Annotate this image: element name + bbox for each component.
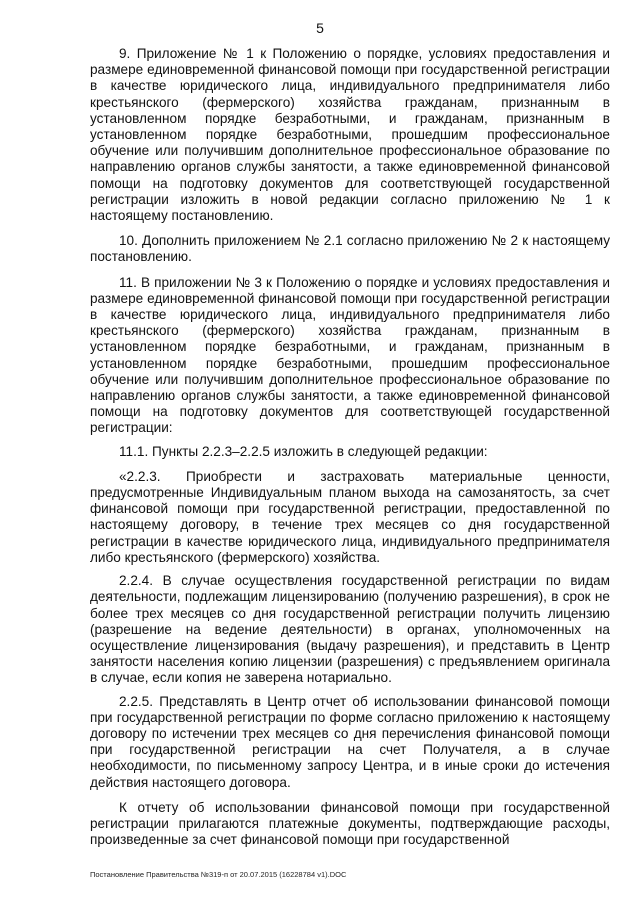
paragraph-clause-2-2-3: «2.2.3. Приобрести и застраховать материальные ценности, предусмотренные Индивидуальным планом выхода на самозанятость, за счет финансовой помощи при государственной регистрации, предоставленной по настоящему договору, в течение трех месяцев со дня государственной регистрации в качестве юридического лица, индивидуального предпринимателя либо крестьянского (фермерского) хозяйства. — [90, 468, 610, 565]
page-number: 5 — [316, 20, 324, 36]
document-body — [90, 46, 610, 857]
paragraph-clause-2-2-5: 2.2.5. Представлять в Центр отчет об использовании финансовой помощи при государственной регистрации по форме согласно приложению к настоящему договору по истечении трех месяцев со дня перечисления финансовой помощи при государственной регистрации на счет Получателя, а в случае необходимости, по письменному запросу Центра, и в иные сроки до истечения действия настоящего договора. — [90, 693, 610, 790]
paragraph-item-11: 11. В приложении № 3 к Положению о порядке и условиях предоставления и размере единовременной финансовой помощи при государственной регистрации в качестве юридического лица, индивидуального предпринимателя либо крестьянского (фермерского) хозяйства гражданам, признанным в установленном порядке безработными, и гражданам, признанным в установленном порядке безработными, прошедшим профессиональное обучение или получившим дополнительное профессиональное образование по направлению органов службы занятости, а также единовременной финансовой помощи на подготовку документов для соответствующей государственной регистрации: — [90, 274, 610, 436]
document-footer: Постановление Правительства №319-п от 20.07.2015 (16228784 v1).DOC — [90, 870, 347, 879]
paragraph-subitem-11-1: 11.1. Пункты 2.2.3–2.2.5 изложить в следующей редакции: — [119, 443, 488, 459]
paragraph-clause-2-2-4: 2.2.4. В случае осуществления государственной регистрации по видам деятельности, подлежащим лицензированию (получению разрешения), в срок не более трех месяцев со дня государственной регистрации получить лицензию (разрешение на ведение деятельности) в органах, уполномоченных на осуществление лицензирования (выдачу разрешения), и представить в Центр занятости населения копию лицензии (разрешения) с предъявлением оригинала в случае, если копия не заверена нотариально. — [90, 573, 610, 686]
paragraph-report-attachments: К отчету об использовании финансовой помощи при государственной регистрации прилагаются платежные документы, подтверждающие расходы, произведенные за счет финансовой помощи при государственной — [90, 799, 610, 848]
paragraph-item-10: 10. Дополнить приложением № 2.1 согласно приложению № 2 к настоящему постановлению. — [90, 233, 610, 265]
paragraph-item-9: 9. Приложение № 1 к Положению о порядке, условиях предоставления и размере единовременной финансовой помощи при государственной регистрации в качестве юридического лица, индивидуального предпринимателя либо крестьянского (фермерского) хозяйства гражданам, признанным в установленном порядке безработными, и гражданам, признанным в установленном порядке безработными, прошедшим профессиональное обучение или получившим дополнительное профессиональное образование по направлению органов службы занятости, а также единовременной финансовой помощи на подготовку документов для соответствующей государственной регистрации изложить в новой редакции согласно приложению № 1 к настоящему постановлению. — [90, 46, 610, 224]
